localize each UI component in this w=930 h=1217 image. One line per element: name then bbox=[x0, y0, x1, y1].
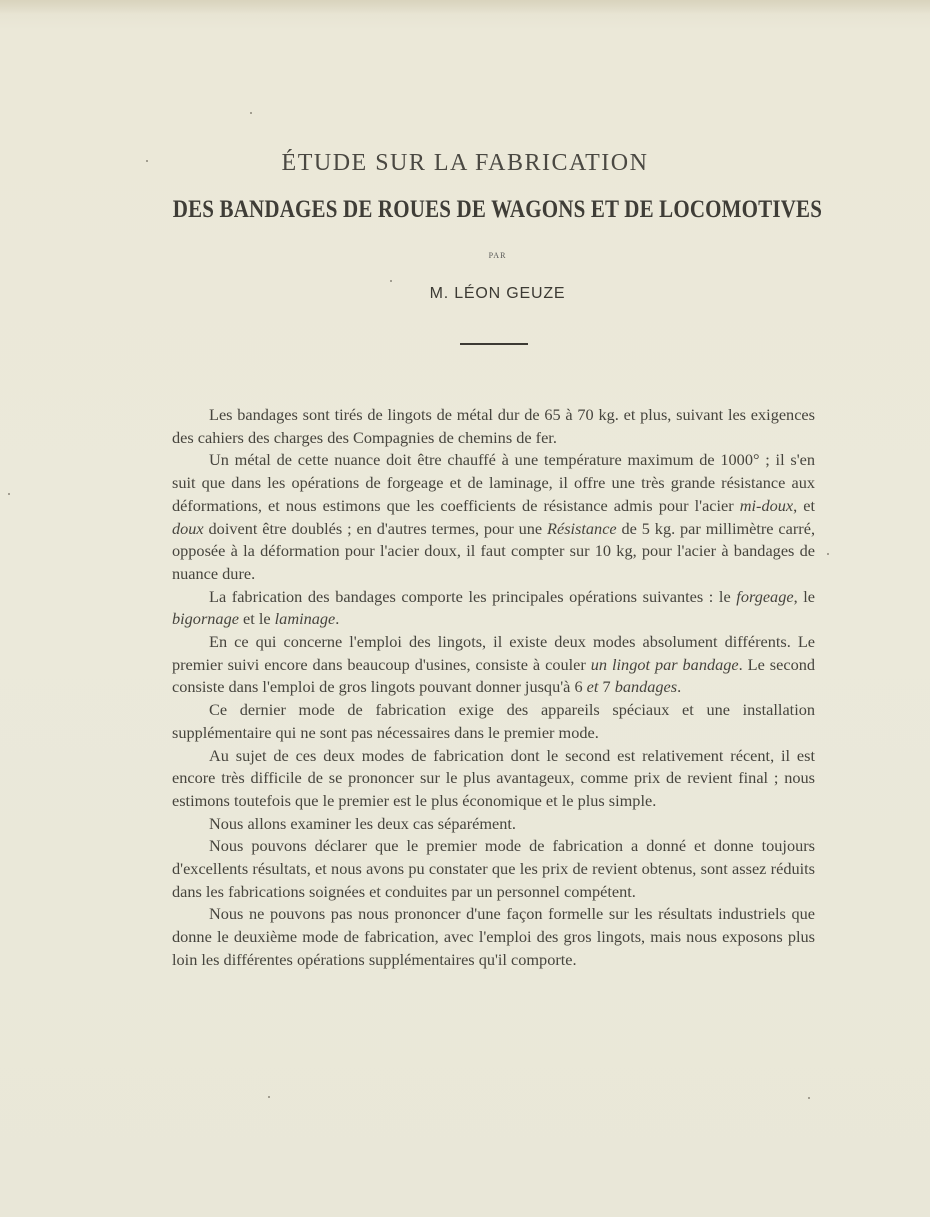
paper-speck bbox=[146, 160, 148, 162]
byline-par: PAR bbox=[488, 251, 507, 260]
body-paragraph bbox=[172, 745, 815, 813]
body-paragraph bbox=[172, 404, 815, 449]
italic-term: mi-doux bbox=[739, 495, 794, 515]
italic-term: forgeage bbox=[736, 586, 794, 606]
paragraph-text: Nous ne pouvons pas nous prononcer d'une façon formelle sur les résultats industriels que donne le deuxième mode de fabrication, avec l'emploi des gros lingots, mais nous exposons plus loin les différentes opérations supplémentaires qu'il comporte. bbox=[172, 904, 815, 969]
body-paragraph bbox=[172, 586, 815, 631]
paper-speck bbox=[268, 1096, 270, 1098]
paragraph-text: Un métal de cette nuance doit être chauffé à une température maximum de 1000° ; il s'en suit que dans les opérations de forgeage et de laminage, il offre une très grande résistance aux déformations, et nous estimons que les coefficients de résistance admis pour l'acier bbox=[172, 450, 815, 515]
italic-term: bigornage bbox=[172, 609, 239, 629]
body-paragraph bbox=[172, 699, 815, 744]
paper-speck bbox=[390, 280, 392, 282]
page-top-edge bbox=[0, 0, 930, 14]
italic-term: laminage bbox=[274, 609, 336, 629]
paragraph-text: 7 bbox=[598, 677, 615, 697]
paragraph-text: En ce qui concerne l'emploi des lingots, il existe deux modes absolument différents. Le premier suivi encore dans beaucoup d'usines, consiste à couler bbox=[172, 632, 815, 674]
paper-speck bbox=[250, 112, 252, 114]
italic-term: bandages bbox=[614, 677, 678, 697]
paragraph-text: Nous allons examiner les deux cas séparément. bbox=[209, 813, 516, 833]
paragraph-text: , le bbox=[793, 586, 816, 606]
article-title-line-2: DES BANDAGES DE ROUES DE WAGONS ET DE LOCOMOTIVES bbox=[172, 196, 823, 223]
paragraph-text: , et bbox=[793, 495, 816, 515]
paragraph-text: La fabrication des bandages comporte les principales opérations suivantes : le bbox=[209, 586, 737, 606]
paper-speck bbox=[808, 1097, 810, 1099]
body-paragraph bbox=[172, 813, 815, 836]
paragraph-text: de 5 kg. par millimètre carré, opposée à la déformation pour l'acier doux, il faut compter sur 10 kg, pour l'acier à bandages de nuance dure. bbox=[172, 518, 816, 583]
paper-speck bbox=[827, 553, 829, 555]
body-paragraph bbox=[172, 631, 815, 699]
italic-term: et bbox=[586, 677, 599, 697]
paragraph-text: et le bbox=[238, 609, 275, 629]
paragraph-text: . Le second consiste dans l'emploi de gros lingots pouvant donner jusqu'à 6 bbox=[172, 654, 816, 697]
paragraph-text: Nous pouvons déclarer que le premier mode de fabrication a donné et donne toujours d'excellents résultats, et nous avons pu constater que les prix de revient obtenus, sont assez réduits dans les fabrications soignées et conduites par un personnel compétent. bbox=[172, 836, 815, 901]
author-name: M. LÉON GEUZE bbox=[429, 285, 566, 302]
paragraph-text: . bbox=[677, 677, 682, 697]
body-paragraph bbox=[172, 449, 815, 585]
italic-term: Résistance bbox=[547, 518, 617, 538]
paragraph-text: . bbox=[335, 609, 340, 629]
italic-term: un lingot par bandage bbox=[590, 654, 739, 674]
body-paragraph bbox=[172, 835, 815, 903]
paragraph-text: Au sujet de ces deux modes de fabrication dont le second est relativement récent, il est encore très difficile de se prononcer sur le plus avantageux, comme prix de revient final ; nous estimons toutefois que le premier est le plus économique et le plus simple. bbox=[172, 745, 815, 810]
paragraph-text: Ce dernier mode de fabrication exige des appareils spéciaux et une installation supplémentaire qui ne sont pas nécessaires dans le premier mode. bbox=[172, 700, 815, 742]
italic-term: doux bbox=[172, 518, 204, 538]
title-divider-rule bbox=[460, 343, 528, 345]
paragraph-text: doivent être doublés ; en d'autres termes, pour une bbox=[203, 518, 548, 538]
article-title-line-1: ÉTUDE SUR LA FABRICATION bbox=[281, 150, 649, 176]
body-paragraph bbox=[172, 903, 815, 971]
article-body bbox=[172, 404, 815, 972]
paper-speck bbox=[8, 493, 10, 495]
paragraph-text: Les bandages sont tirés de lingots de métal dur de 65 à 70 kg. et plus, suivant les exigences des cahiers des charges des Compagnies de chemins de fer. bbox=[172, 405, 815, 447]
